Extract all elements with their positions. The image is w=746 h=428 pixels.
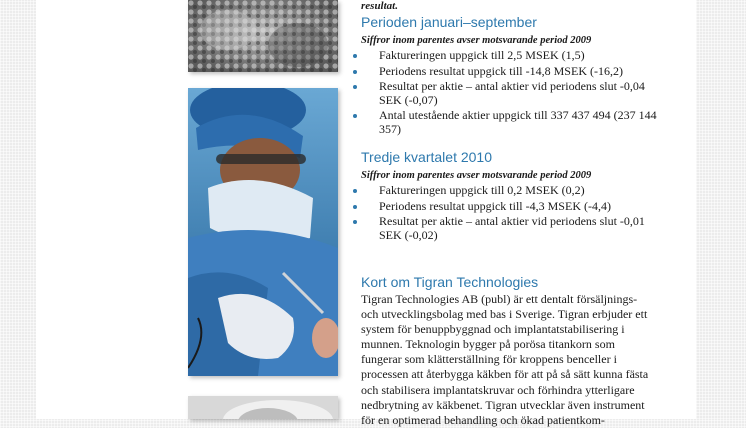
- list-item: Antal utestående aktier uppgick till 337 437 494 (237 144 357): [361, 109, 661, 136]
- dentist-photo: [188, 88, 338, 376]
- section-heading-about: Kort om Tigran Technologies: [361, 274, 539, 290]
- section-note-q3: Siffror inom parentes avser motsvarande period 2009: [361, 170, 592, 181]
- bullet-list-q3: [361, 184, 661, 244]
- list-item: Resultat per aktie – antal aktier vid periodens slut -0,01 SEK (-0,02): [361, 215, 661, 242]
- list-item: Resultat per aktie – antal aktier vid periodens slut -0,04 SEK (-0,07): [361, 80, 661, 107]
- titanium-granules-photo: [188, 0, 338, 72]
- section-heading-jan-sep: Perioden januari–september: [361, 14, 537, 30]
- about-body-text: Tigran Technologies AB (publ) är ett dentalt försäljnings- och utvecklingsbolag med bas i Sverige. Tigran erbjuder ett system för benuppbyggnad och implantatstabilisering i munnen. Teknologin bygger på porösa titankorn som fungerar som klätterställning för kroppens benceller i processen att återbygga käkben för att på så sätt kunna fästa och stabilisera implantatskruvar och förhindra ytterligare nedbrytning av käkbenet. Tigran utvecklar även instrument för en optimerad behandling och ökad patientkom-: [361, 292, 649, 427]
- section-note-jan-sep: Siffror inom parentes avser motsvarande period 2009: [361, 35, 592, 46]
- list-item: Periodens resultat uppgick till -4,3 MSEK (-4,4): [361, 200, 661, 214]
- portrait-photo: [188, 396, 338, 419]
- intro-tail-text: resultat.: [361, 0, 398, 12]
- list-item: Faktureringen uppgick till 0,2 MSEK (0,2): [361, 184, 661, 198]
- bullet-list-jan-sep: [361, 49, 661, 138]
- section-heading-q3: Tredje kvartalet 2010: [361, 149, 492, 165]
- list-item: Faktureringen uppgick till 2,5 MSEK (1,5): [361, 49, 661, 63]
- list-item: Periodens resultat uppgick till -14,8 MSEK (-16,2): [361, 65, 661, 79]
